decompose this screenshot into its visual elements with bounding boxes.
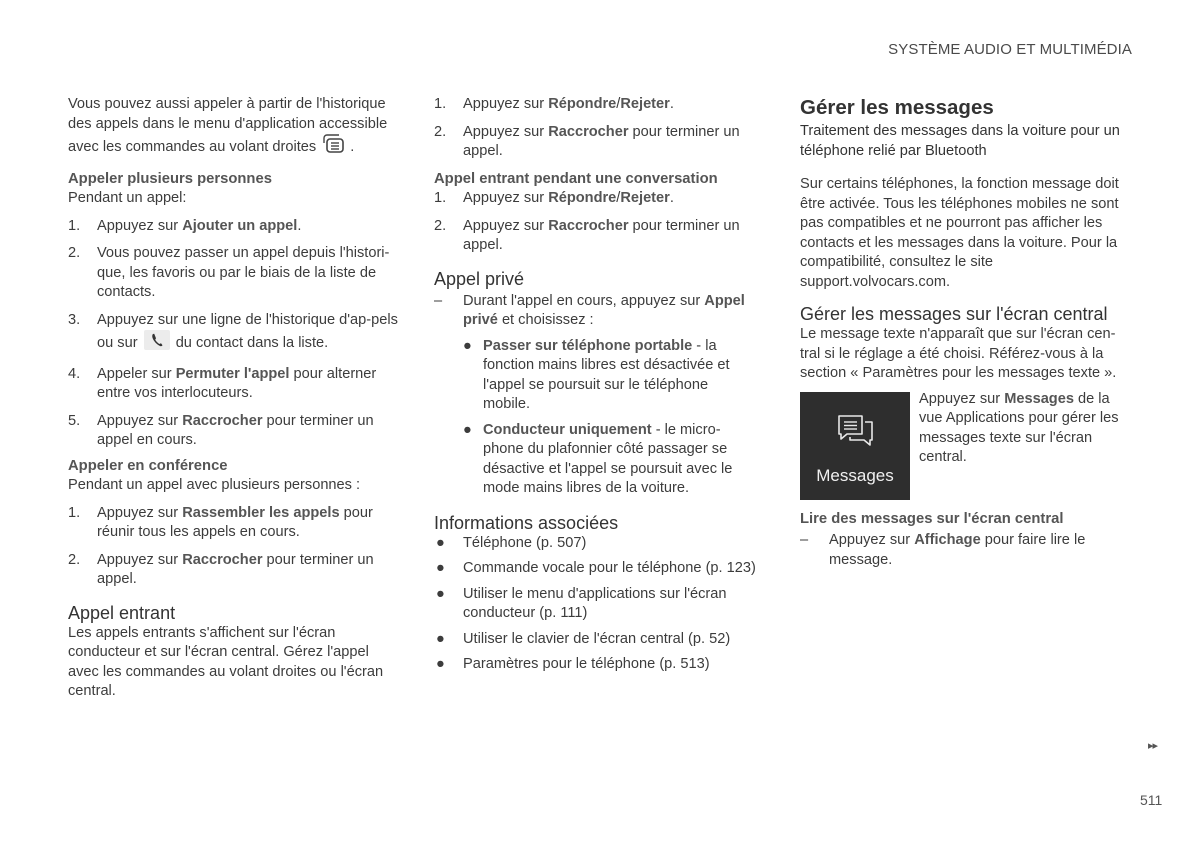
list-item: 2. Appuyez sur Raccrocher pour terminer un appel.: [434, 217, 740, 253]
related-link[interactable]: ● Utiliser le menu d'applications sur l'écran conducteur (p. 111): [436, 585, 727, 621]
page-number: 511: [1140, 792, 1163, 808]
column-2: [434, 95, 756, 675]
list-item: 5. Appuyez sur Raccrocher pour terminer un appel en cours.: [68, 412, 374, 448]
list-item: 2. Vous pouvez passer un appel depuis l'histori-que, les favoris ou par le biais de la liste de contacts.: [68, 245, 390, 300]
continue-arrow-icon: ▸▸: [1148, 740, 1158, 752]
heading-appeler-conference: Appeler en conférence: [68, 457, 228, 474]
multi-lead: Pendant un appel:: [68, 190, 187, 206]
entrant-steps: [434, 95, 756, 162]
list-item: ● Passer sur téléphone portable - la fonction mains libres est désactivée et l'appel se poursuit sur le téléphone mobile.: [463, 337, 730, 412]
conversation-steps: [434, 189, 756, 256]
compat-paragraph: Sur certains téléphones, la fonction message doit être activée. Tous les téléphones mobiles ne sont pas compatibles et ne pourront pas afficher les contacts et les messages dans la voiture. Pour la compatibilité, consultez le site support.volvocars.com.: [800, 176, 1119, 290]
multi-steps: [68, 217, 403, 451]
phone-icon: [144, 330, 170, 357]
column-1: [68, 95, 403, 702]
related-link[interactable]: ● Paramètres pour le téléphone (p. 513): [436, 656, 710, 672]
lire-instruction: – Appuyez sur Affichage pour faire lire le message.: [800, 532, 1086, 568]
page-title: Gérer les messages: [800, 96, 994, 119]
heading-appel-entrant: Appel entrant: [68, 602, 176, 623]
entrant-paragraph: Les appels entrants s'affichent sur l'écran conducteur et sur l'écran central. Gérez l'appel avec les commandes au volant droites ou l'écran central.: [68, 624, 384, 699]
messages-app-tile[interactable]: [800, 392, 910, 500]
central-paragraph: Le message texte n'apparaît que sur l'écran cen-tral si le réglage a été choisi. Référez-vous à la section « Paramètres pour les messages texte ».: [800, 326, 1117, 381]
heading-appeler-plusieurs: Appeler plusieurs personnes: [68, 170, 272, 187]
messages-tile-label: Messages: [816, 466, 894, 485]
heading-lire-messages: Lire des messages sur l'écran central: [800, 510, 1064, 527]
prive-instruction: – Durant l'appel en cours, appuyez sur Appel privé et choisissez :: [434, 292, 745, 328]
list-item: 4. Appeler sur Permuter l'appel pour alterner entre vos interlocuteurs.: [68, 365, 377, 401]
list-item: 2. Appuyez sur Raccrocher pour terminer un appel.: [68, 551, 374, 587]
intro-paragraph: Vous pouvez aussi appeler à partir de l'historique des appels dans le menu d'application accessible avec les commandes au volant droites .: [68, 95, 403, 161]
conf-steps: [68, 504, 403, 590]
list-item: 3. Appuyez sur une ligne de l'historique d'ap-pels ou sur du contact dans la liste.: [68, 311, 403, 357]
running-header: SYSTÈME AUDIO ET MULTIMÉDIA: [888, 41, 1132, 58]
subtitle: Traitement des messages dans la voiture pour un téléphone relié par Bluetooth: [800, 123, 1120, 159]
steering-wheel-menu-icon: [322, 134, 348, 161]
heading-informations-associees: Informations associées: [434, 512, 619, 533]
list-item: 1. Appuyez sur Répondre/Rejeter.: [434, 190, 674, 206]
related-links: [434, 534, 756, 675]
list-item: 1. Appuyez sur Ajouter un appel.: [68, 217, 302, 234]
related-link[interactable]: ● Utiliser le clavier de l'écran central (p. 52): [436, 630, 731, 647]
related-link[interactable]: ● Téléphone (p. 507): [436, 534, 587, 551]
prive-options: [434, 337, 756, 499]
list-item: 1. Appuyez sur Rassembler les appels pour réunir tous les appels en cours.: [68, 504, 373, 540]
messages-tile-block: [800, 392, 1135, 502]
conf-lead: Pendant un appel avec plusieurs personnes :: [68, 477, 361, 493]
list-item: 2. Appuyez sur Raccrocher pour terminer un appel.: [434, 123, 740, 159]
messages-tile-description: Appuyez sur Messages de la vue Applications pour gérer les messages texte sur l'écran central.: [919, 390, 1119, 465]
heading-appel-conversation: Appel entrant pendant une conversation: [434, 170, 718, 187]
list-item: ● Conducteur uniquement - le micro-phone du plafonnier côté passager se désactive et l'appel se poursuit avec le mode mains libres de la voiture.: [463, 421, 733, 496]
list-item: 1. Appuyez sur Répondre/Rejeter.: [434, 96, 674, 112]
messages-icon: [836, 414, 876, 450]
column-3: [800, 95, 1135, 570]
related-link[interactable]: ● Commande vocale pour le téléphone (p. 123): [436, 560, 756, 576]
heading-ecran-central: Gérer les messages sur l'écran central: [800, 304, 1108, 324]
heading-appel-prive: Appel privé: [434, 268, 525, 289]
